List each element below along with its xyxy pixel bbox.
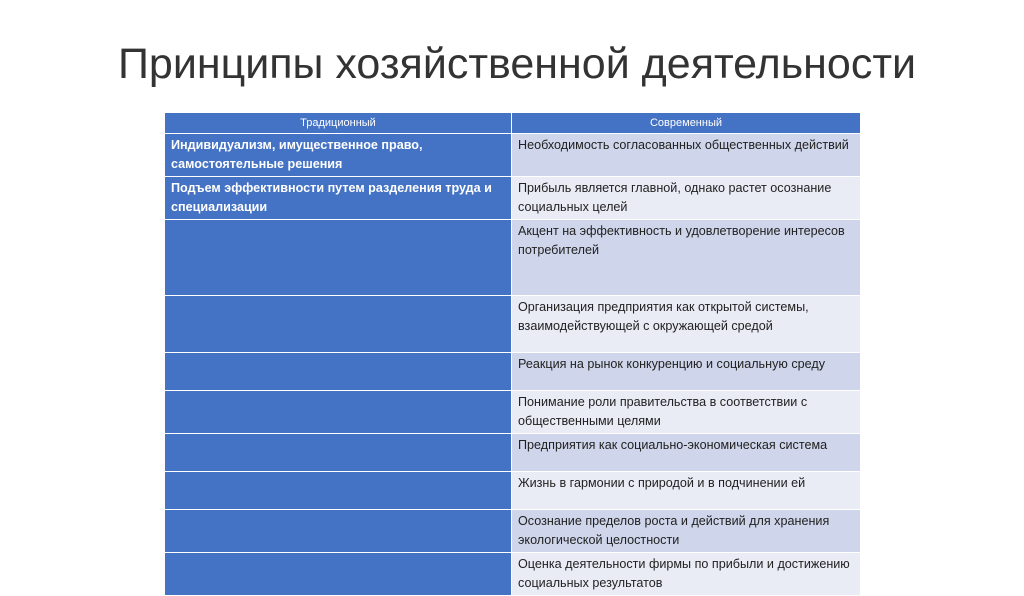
modern-cell: Предприятия как социально-экономическая система [512, 434, 861, 472]
modern-cell: Необходимость согласованных общественных действий [512, 134, 861, 177]
table-row [165, 472, 861, 510]
modern-cell: Реакция на рынок конкуренцию и социальную среду [512, 353, 861, 391]
traditional-cell: Подъем эффективности путем разделения труда и специализации [165, 177, 512, 220]
table-row [165, 177, 861, 220]
header-traditional: Традиционный [165, 113, 512, 134]
table-row [165, 553, 861, 596]
principles-table [164, 112, 861, 596]
modern-cell: Осознание пределов роста и действий для хранения экологической целостности [512, 510, 861, 553]
header-modern: Современный [512, 113, 861, 134]
modern-cell: Оценка деятельности фирмы по прибыли и достижению социальных результатов [512, 553, 861, 596]
table-row [165, 353, 861, 391]
traditional-cell [165, 510, 512, 553]
slide-title: Принципы хозяйственной деятельности [118, 40, 917, 88]
table-row [165, 434, 861, 472]
traditional-cell: Индивидуализм, имущественное право, самостоятельные решения [165, 134, 512, 177]
traditional-cell [165, 391, 512, 434]
traditional-cell [165, 353, 512, 391]
traditional-cell [165, 434, 512, 472]
table-header-row [165, 113, 861, 134]
modern-cell: Организация предприятия как открытой системы, взаимодействующей с окружающей средой [512, 296, 861, 353]
modern-cell: Прибыль является главной, однако растет осознание социальных целей [512, 177, 861, 220]
table-row [165, 510, 861, 553]
modern-cell: Акцент на эффективность и удовлетворение интересов потребителей [512, 220, 861, 296]
table-row [165, 391, 861, 434]
modern-cell: Жизнь в гармонии с природой и в подчинении ей [512, 472, 861, 510]
traditional-cell [165, 220, 512, 296]
traditional-cell [165, 472, 512, 510]
table-row [165, 296, 861, 353]
modern-cell: Понимание роли правительства в соответствии с общественными целями [512, 391, 861, 434]
traditional-cell [165, 553, 512, 596]
table-row [165, 220, 861, 296]
table-row [165, 134, 861, 177]
traditional-cell [165, 296, 512, 353]
